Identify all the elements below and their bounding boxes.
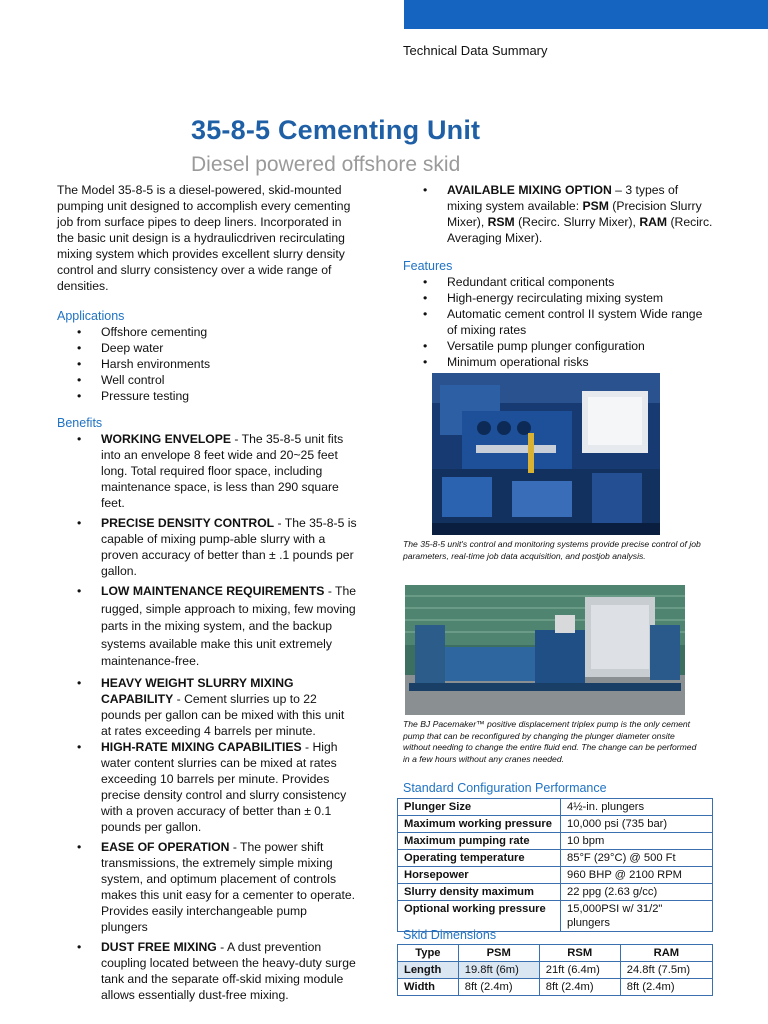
intro-paragraph: The Model 35-8-5 is a diesel-powered, skid-mounted pumping unit designed to accomplish every cementing job from surface pipes to deep liners. Incorporated in the basic unit design is a hydraulicdriven recirculating mixing system which provides excellent slurry density control and slurry consistency over a wide range of densities. (57, 183, 351, 293)
table-cell: Width (398, 979, 459, 996)
document-type-label: Technical Data Summary (403, 43, 548, 58)
table-row (398, 816, 713, 833)
table-cell: Maximum pumping rate (398, 833, 561, 850)
table-row (398, 962, 713, 979)
benefit-text: - The 35-8-5 is capable of mixing pump-able slurry with a proven accuracy of better than ± .1 pounds per gallon. (101, 516, 357, 578)
page-title: 35-8-5 Cementing Unit (191, 115, 481, 145)
table-cell: Horsepower (398, 867, 561, 884)
table-cell: Operating temperature (398, 850, 561, 867)
benefit-label: HEAVY WEIGHT SLURRY MIXING CAPABILITY (101, 675, 294, 706)
table-cell: Length (398, 962, 459, 979)
table-cell: 4½-in. plungers (561, 799, 713, 816)
table-cell: 8ft (2.4m) (458, 979, 539, 996)
list-item (57, 939, 357, 1003)
list-item (57, 515, 357, 579)
psm-label: PSM (582, 199, 609, 213)
list-item: • High-energy recirculating mixing system (403, 290, 715, 306)
mixing-option-list (403, 182, 715, 246)
dimensions-heading: Skid Dimensions (403, 928, 497, 942)
table-cell: Plunger Size (398, 799, 561, 816)
list-item: • Harsh environments (57, 356, 357, 372)
table-cell: Maximum working pressure (398, 816, 561, 833)
table-cell: Optional working pressure (398, 901, 561, 932)
table-row (398, 799, 713, 816)
rsm-desc: (Recirc. Slurry Mixer), (514, 215, 640, 229)
applications-list (57, 324, 357, 404)
list-item: • Offshore cementing (57, 324, 357, 340)
control-system-photo (432, 373, 660, 535)
left-column (57, 182, 357, 1003)
table-row (398, 979, 713, 996)
list-item (57, 583, 357, 671)
list-item (57, 675, 357, 739)
table-header: Type (398, 945, 459, 962)
list-item: • Well control (57, 372, 357, 388)
table-cell: 8ft (2.4m) (539, 979, 620, 996)
table-cell: 10 bpm (561, 833, 713, 850)
features-heading: Features (403, 259, 453, 273)
list-item: • Deep water (57, 340, 357, 356)
table-cell: 24.8ft (7.5m) (620, 962, 712, 979)
benefits-list (57, 431, 357, 1003)
table-row (398, 867, 713, 884)
list-item (57, 739, 357, 835)
benefit-label: PRECISE DENSITY CONTROL (101, 516, 275, 530)
right-column (403, 182, 715, 370)
benefit-label: EASE OF OPERATION (101, 839, 230, 854)
ram-desc: (Recirc. Averaging Mixer). (447, 215, 713, 245)
table-cell: 21ft (6.4m) (539, 962, 620, 979)
list-item: • Versatile pump plunger configuration (403, 338, 715, 354)
table-header: PSM (458, 945, 539, 962)
table-header-row (398, 945, 713, 962)
photo1-caption: The 35-8-5 unit's control and monitoring systems provide precise control of job parameters, real-time job data acquisition, and postjob analysis. (403, 539, 701, 561)
table-cell: 8ft (2.4m) (620, 979, 712, 996)
table-header: RSM (539, 945, 620, 962)
benefit-text: - The rugged, simple approach to mixing, few moving parts in the mixing system, and the backup systems available make this unit extremely maintenance-free. (101, 584, 357, 668)
dimensions-table (397, 944, 713, 996)
performance-heading: Standard Configuration Performance (403, 781, 607, 795)
table-cell: 10,000 psi (735 bar) (561, 816, 713, 833)
mixing-option-text: – 3 types of mixing system available: (447, 183, 679, 213)
benefit-label: WORKING ENVELOPE (101, 432, 232, 446)
table-cell: 85°F (29°C) @ 500 Ft (561, 850, 713, 867)
benefit-text: - A dust prevention coupling located between the heavy-duty surge tank and the separate off-skid mixing module allows essentially dust-free mixing. (101, 939, 356, 1002)
table-cell: Slurry density maximum (398, 884, 561, 901)
list-item (57, 431, 357, 511)
table-row (398, 884, 713, 901)
benefit-text: - The 35-8-5 unit fits into an envelope 8 feet wide and 20~25 feet long. Total required floor space, including maintenance space, is less than 290 square feet. (101, 432, 344, 510)
table-row (398, 901, 713, 932)
list-item: • Automatic cement control II system Wide range of mixing rates (403, 306, 715, 338)
performance-table (397, 798, 713, 932)
benefit-label: HIGH-RATE MIXING CAPABILITIES (101, 739, 302, 754)
table-cell: 960 BHP @ 2100 RPM (561, 867, 713, 884)
list-item (403, 182, 715, 246)
pump-skid-photo (405, 585, 685, 715)
benefits-heading: Benefits (57, 416, 103, 430)
list-item: • Redundant critical components (403, 274, 715, 290)
benefit-label: LOW MAINTENANCE REQUIREMENTS (101, 584, 325, 598)
list-item: • Pressure testing (57, 388, 357, 404)
page-subtitle: Diesel powered offshore skid (191, 153, 461, 176)
table-row (398, 833, 713, 850)
table-row (398, 850, 713, 867)
table-cell: 22 ppg (2.63 g/cc) (561, 884, 713, 901)
benefit-text: - High water content slurries can be mixed at rates exceeding 10 barrels per minute. Provides precise density control and slurry consistency with a proven accuracy of better than ± 0.1 pounds per gallon. (101, 739, 347, 834)
benefit-text: - Cement slurries up to 22 pounds per gallon can be mixed with this unit at rates exceeding 4 barrels per minute. (101, 691, 345, 738)
benefit-text: - The power shift transmissions, the extremely simple mixing system, and optimum placement of controls makes this unit easy for a cementer to operate. Provides easily interchangeable pump plungers (101, 839, 356, 934)
psm-desc: (Precision Slurry Mixer), (447, 199, 702, 229)
header-color-bar (404, 0, 768, 29)
mixing-option-label: AVAILABLE MIXING OPTION (447, 183, 612, 197)
table-header: RAM (620, 945, 712, 962)
features-list (403, 274, 715, 370)
table-cell: 19.8ft (6m) (458, 962, 539, 979)
applications-heading: Applications (57, 309, 125, 323)
photo2-caption: The BJ Pacemaker™ positive displacement triplex pump is the only cement pump that can be reconfigured by changing the plunger diameter onsite without needing to change the entire fluid end. The change can be performed in a few hours without any cranes needed. (403, 719, 697, 764)
list-item (57, 839, 357, 935)
rsm-label: RSM (487, 215, 515, 229)
list-item: • Minimum operational risks (403, 354, 715, 370)
benefit-label: DUST FREE MIXING (101, 939, 217, 954)
table-cell: 15,000PSI w/ 31/2" plungers (561, 901, 713, 932)
ram-label: RAM (639, 215, 668, 229)
